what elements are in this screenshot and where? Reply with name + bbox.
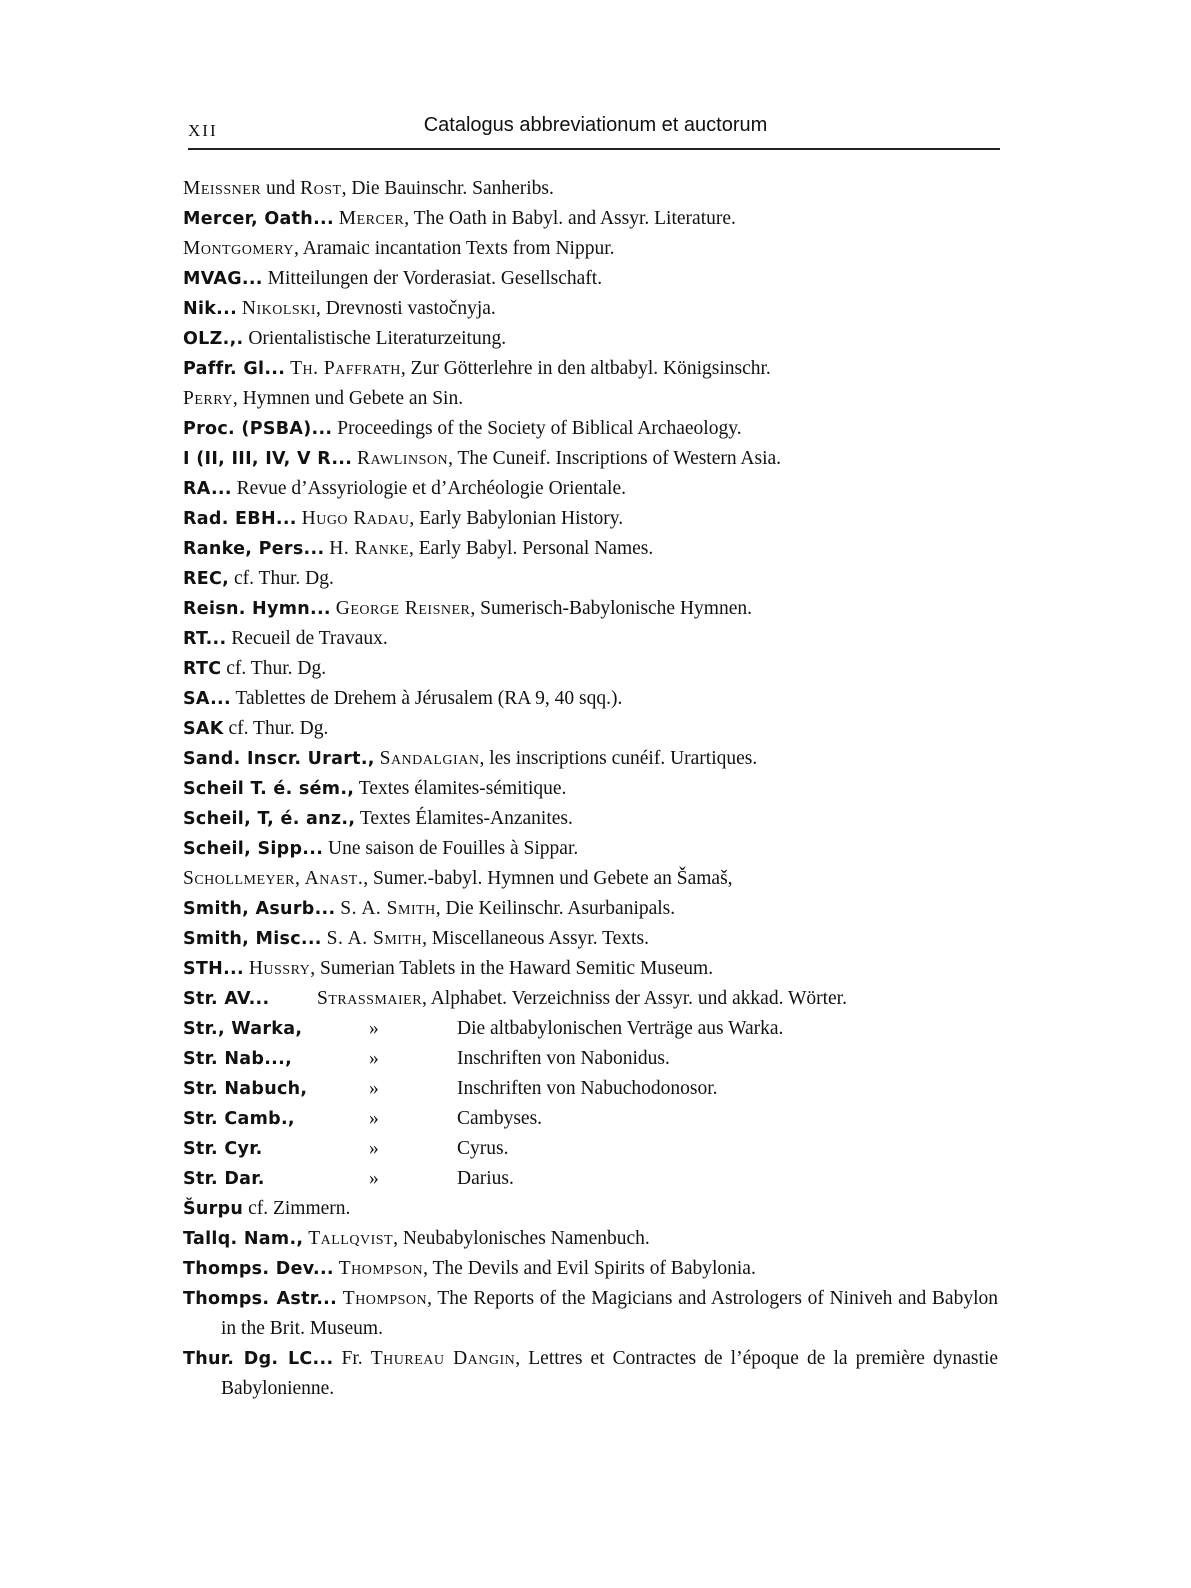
entry <box>183 1134 998 1164</box>
entry-title: , Zur Götterlehre in den altbabyl. Königsinschr. <box>400 358 771 379</box>
entry-abbreviation: Thomps. Astr... <box>183 1289 338 1309</box>
entry-title: Proceedings of the Society of Biblical Archaeology. <box>332 418 742 439</box>
entry-title: Tablettes de Drehem à Jérusalem (RA 9, 40 sqq.). <box>230 688 623 709</box>
entry-abbreviation: Sand. Inscr. Urart., <box>183 749 375 769</box>
entry <box>183 654 998 684</box>
entry-abbreviation: Str. Nabuch, <box>183 1079 308 1099</box>
entry-title: , Alphabet. Verzeichniss der Assyr. und akkad. Wörter. <box>422 988 847 1009</box>
entry <box>183 894 998 924</box>
page-number: XII <box>188 121 218 140</box>
entry-author: Thompson <box>338 1258 424 1279</box>
ditto-mark: » <box>369 1078 379 1099</box>
entry-abbreviation: RA... <box>183 479 232 499</box>
entry-title: , Sumerian Tablets in the Haward Semitic Museum. <box>310 958 714 979</box>
entry <box>183 594 998 624</box>
entry <box>183 504 998 534</box>
entry-title: Textes élamites-sémitique. <box>354 778 567 799</box>
entry-abbreviation: Paffr. Gl... <box>183 359 286 379</box>
entry-author: Schollmeyer, Anast. <box>183 868 364 889</box>
entry-author: Nikolski <box>241 298 316 319</box>
entry-title: , Miscellaneous Assyr. Texts. <box>422 928 649 949</box>
entry-title: , Die Keilinschr. Asurbanipals. <box>435 898 676 919</box>
entry-title: cf. Zimmern. <box>243 1198 351 1219</box>
entry-abbreviation: Smith, Misc... <box>183 929 322 949</box>
entry <box>183 984 998 1014</box>
entry <box>183 1014 998 1044</box>
entry-title: , Die Bauinschr. Sanheribs. <box>341 178 554 199</box>
entry-author: Rawlinson <box>357 448 449 469</box>
entry <box>183 414 998 444</box>
entry-author: Th. Paffrath <box>290 358 401 379</box>
entry-title: Textes Élamites-Anzanites. <box>355 808 573 829</box>
entry-author: Rost <box>300 178 342 199</box>
entry-author: S. A. Smith <box>326 928 423 949</box>
entry-abbreviation: SA... <box>183 689 231 709</box>
entry-title: , Early Babylonian History. <box>409 508 624 529</box>
entry-abbreviation: Str. Camb., <box>183 1109 295 1129</box>
entry <box>183 1104 998 1134</box>
entry <box>183 564 998 594</box>
entry-abbreviation: Smith, Asurb... <box>183 899 336 919</box>
entry-abbreviation: Reisn. Hymn... <box>183 599 331 619</box>
entry-title: Inschriften von Nabonidus. <box>457 1048 670 1069</box>
entry <box>183 324 998 354</box>
header-rule <box>188 148 1000 150</box>
entry <box>183 1164 998 1194</box>
entry-title: , Neubabylonisches Namenbuch. <box>393 1228 650 1249</box>
entry <box>183 174 998 204</box>
entry-title: cf. Thur. Dg. <box>221 658 327 679</box>
entry-author: Strassmaier <box>317 988 423 1009</box>
entry <box>183 1344 998 1404</box>
entry-abbreviation: OLZ.,. <box>183 329 244 349</box>
abbreviation-list <box>183 174 998 1404</box>
entry-author: H. Ranke <box>329 538 410 559</box>
entry-abbreviation: REC, <box>183 569 230 589</box>
entry-abbreviation: Proc. (PSBA)... <box>183 419 333 439</box>
entry-list-tail <box>183 1194 998 1404</box>
entry-author: S. A. Smith <box>340 898 436 919</box>
entry <box>183 1044 998 1074</box>
entry-title: Recueil de Travaux. <box>226 628 388 649</box>
entry-title: , Lettres et Contractes de l’époque de la première dynastie Babylonienne. <box>221 1348 999 1399</box>
entry-abbreviation: Rad. EBH... <box>183 509 297 529</box>
entry-title: Revue d’Assyriologie et d’Archéologie Orientale. <box>231 478 627 499</box>
entry-abbreviation: STH... <box>183 959 244 979</box>
entry <box>183 294 998 324</box>
entry-title: , Sumer.-babyl. Hymnen und Gebete an Šamaš, <box>363 868 733 889</box>
entry-title: Inschriften von Nabuchodonosor. <box>457 1078 718 1099</box>
ditto-rows <box>183 1014 998 1194</box>
entry-abbreviation: Thomps. Dev... <box>183 1259 334 1279</box>
entry-author: Tallqvist <box>308 1228 394 1249</box>
entry-title: , Sumerisch-Babylonische Hymnen. <box>470 598 752 619</box>
entry-title: Die altbabylonischen Verträge aus Warka. <box>457 1018 784 1039</box>
entry-abbreviation: Scheil T. é. sém., <box>183 779 355 799</box>
entry-abbreviation: RTC <box>183 659 222 679</box>
entry-abbreviation: Str. Nab..., <box>183 1049 293 1069</box>
entry-list-main <box>183 174 998 984</box>
entry-author: Thureau Dangin <box>370 1348 516 1369</box>
entry-author: Hussry <box>248 958 311 979</box>
entry-author: Montgomery <box>183 238 295 259</box>
entry <box>183 534 998 564</box>
entry <box>183 774 998 804</box>
entry-author: Sandalgian <box>379 748 480 769</box>
entry <box>183 924 998 954</box>
entry-author: Mercer <box>338 208 405 229</box>
entry-abbreviation: Str. Cyr. <box>183 1139 263 1159</box>
entry <box>183 1284 998 1344</box>
entry <box>183 1224 998 1254</box>
running-title: Catalogus abbreviationum et auctorum <box>423 114 768 136</box>
entry-abbreviation: Tallq. Nam., <box>183 1229 304 1249</box>
entry-title: , The Cuneif. Inscriptions of Western Asia. <box>448 448 782 469</box>
entry-title: , Early Babyl. Personal Names. <box>409 538 654 559</box>
entry-author: Hugo Radau <box>301 508 410 529</box>
ditto-mark: » <box>369 1138 379 1159</box>
entry <box>183 684 998 714</box>
entry <box>183 834 998 864</box>
entry-abbreviation: Scheil, Sipp... <box>183 839 324 859</box>
entry-abbreviation: Str., Warka, <box>183 1019 303 1039</box>
entry-title: Cambyses. <box>457 1108 543 1129</box>
ditto-mark: » <box>369 1018 379 1039</box>
entry-abbreviation: Thur. Dg. LC... <box>183 1349 334 1369</box>
entry <box>183 1194 998 1224</box>
entry-title: , Hymnen und Gebete an Sin. <box>232 388 464 409</box>
entry-title: Une saison de Fouilles à Sippar. <box>323 838 579 859</box>
entry-abbreviation: MVAG... <box>183 269 263 289</box>
ditto-mark: » <box>369 1168 379 1189</box>
entry-author: Meissner <box>183 178 262 199</box>
entry-author: Perry <box>183 388 233 409</box>
entry-abbreviation: Ranke, Pers... <box>183 539 325 559</box>
entry <box>183 1074 998 1104</box>
entry <box>183 444 998 474</box>
entry-title: , les inscriptions cunéif. Urartiques. <box>479 748 758 769</box>
entry-abbreviation: Scheil, T, é. anz., <box>183 809 356 829</box>
entry-title: cf. Thur. Dg. <box>229 568 334 589</box>
entry-abbreviation: Str. Dar. <box>183 1169 265 1189</box>
entry <box>183 234 998 264</box>
entry <box>183 864 998 894</box>
entry <box>183 714 998 744</box>
entry-title: , The Oath in Babyl. and Assyr. Literature. <box>404 208 736 229</box>
entry <box>183 804 998 834</box>
entry-author: Thompson <box>342 1288 428 1309</box>
entry-abbreviation: I (II, III, IV, V R... <box>183 449 353 469</box>
entry-connector: und <box>261 178 301 199</box>
ditto-mark: » <box>369 1048 379 1069</box>
entry <box>183 744 998 774</box>
entry-abbreviation: Nik... <box>183 299 238 319</box>
entry-author: George Reisner <box>335 598 471 619</box>
entry-abbreviation: Mercer, Oath... <box>183 209 334 229</box>
entry <box>183 204 998 234</box>
entry <box>183 384 998 414</box>
entry <box>183 474 998 504</box>
entry <box>183 1254 998 1284</box>
strassmaier-group <box>183 984 998 1194</box>
ditto-mark: » <box>369 1108 379 1129</box>
entry-title: cf. Thur. Dg. <box>223 718 329 739</box>
entry-title: Mitteilungen der Vorderasiat. Gesellschaft. <box>262 268 603 289</box>
entry-title: Orientalistische Literaturzeitung. <box>243 328 507 349</box>
entry-title: , The Reports of the Magicians and Astrologers of Niniveh and Babylon in the Brit. Museum. <box>221 1288 998 1339</box>
entry-title: Cyrus. <box>457 1138 509 1159</box>
entry-abbreviation: RT... <box>183 629 227 649</box>
entry <box>183 624 998 654</box>
entry <box>183 954 998 984</box>
entry-abbreviation: SAK <box>183 719 224 739</box>
entry <box>183 264 998 294</box>
entry-title: , Aramaic incantation Texts from Nippur. <box>294 238 615 259</box>
entry-abbreviation: Str. AV... <box>183 989 270 1009</box>
entry-title: , The Devils and Evil Spirits of Babylonia. <box>423 1258 756 1279</box>
entry <box>183 354 998 384</box>
entry-title: , Drevnosti vastočnyja. <box>315 298 496 319</box>
entry-author-prefix: Fr. <box>341 1348 363 1369</box>
entry-abbreviation: Šurpu <box>183 1199 244 1219</box>
entry-title: Darius. <box>457 1168 514 1189</box>
